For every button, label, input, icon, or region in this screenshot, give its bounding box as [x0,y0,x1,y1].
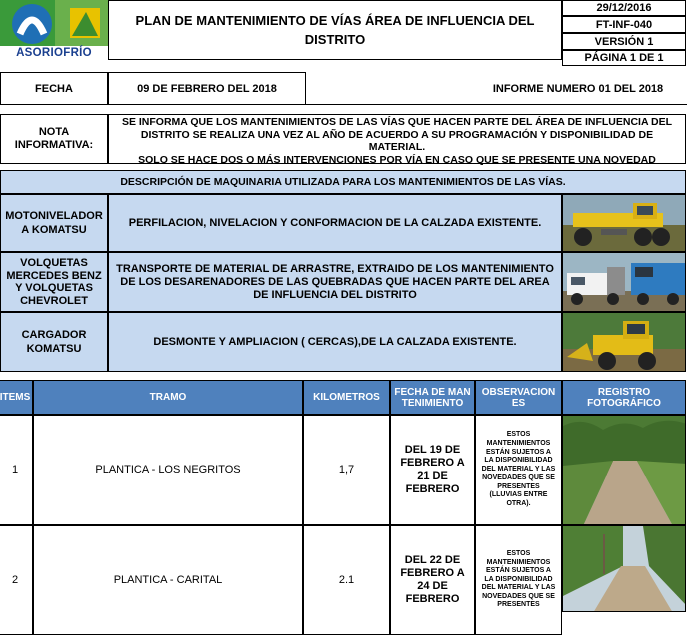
header-fecha [390,380,475,415]
machine-name: MOTONIVELADOR A KOMATSU [0,194,108,252]
row-km: 2.1 [303,525,390,635]
volquetas-photo [562,252,686,312]
machine-name: CARGADOR KOMATSU [0,312,108,372]
header-observaciones-label: OBSERVACIONES [481,386,556,409]
row-observaciones: ESTOS MANTENIMIENTOS ESTÁN SUJETOS A LA DISPONIBILIDAD DEL MATERIAL Y LAS NOVEDADES QUE SE PRESENTES (LLUVIAS ENTRE OTRA). [475,415,562,525]
row-observaciones: ESTOS MANTENIMIENTOS ESTÁN SUJETOS A LA DISPONIBILIDAD DEL MATERIAL Y LAS NOVEDADES QUE SE PRESENTES [475,525,562,635]
header-kilometros: KILOMETROS [303,380,390,415]
row-fecha: DEL 19 DE FEBRERO A 21 DE FEBRERO [390,415,475,525]
header-observaciones [475,380,562,415]
row-km: 1,7 [303,415,390,525]
org-name: ASORIOFRÍO [0,46,108,60]
road-photo [562,415,686,525]
row-tramo: PLANTICA - CARITAL [33,525,303,635]
doc-code: FT-INF-040 [562,16,686,33]
row-item: 1 [0,415,33,525]
nota-text [108,114,686,164]
fecha-label: FECHA [0,72,108,105]
row-item: 2 [0,525,33,635]
nota-line-1: SE INFORMA QUE LOS MANTENIMIENTOS DE LAS VÍAS QUE HACEN PARTE DEL ÁREA DE INFLUENCIA DEL DISTRITO SE REALIZA UNA VEZ AL AÑO DE ACUERDO A SU PROGRAMACIÓN Y DISPONIBILIDAD DE MATERIAL. [121,116,673,153]
header-registro: REGISTRO FOTOGRÁFICO [562,380,686,415]
machinery-section-title: DESCRIPCIÓN DE MAQUINARIA UTILIZADA PARA LOS MANTENIMIENTOS DE LAS VÍAS. [0,170,686,194]
fecha-value: 09 DE FEBRERO DEL 2018 [108,72,306,105]
machine-description: PERFILACION, NIVELACION Y CONFORMACION DE LA CALZADA EXISTENTE. [108,194,562,252]
header-items: ITEMS [0,380,33,415]
doc-page: PÁGINA 1 DE 1 [562,50,686,66]
nota-line-2: SOLO SE HACE DOS O MÁS INTERVENCIONES POR VÍA EN CASO QUE SE PRESENTE UNA NOVEDAD [138,153,656,166]
cargador-photo [562,312,686,372]
machine-description: TRANSPORTE DE MATERIAL DE ARRASTRE, EXTRAIDO DE LOS MANTENIMIENTO DE LOS DESARENADORES DE LAS QUEBRADAS QUE HACEN PARTE DEL AREA DE INFLUENCIA DEL DISTRITO [108,252,562,312]
document-title: PLAN DE MANTENIMIENTO DE VÍAS ÁREA DE INFLUENCIA DEL DISTRITO [108,0,562,60]
informe-number: INFORME NUMERO 01 DEL 2018 [492,82,664,95]
machine-name: VOLQUETAS MERCEDES BENZ Y VOLQUETAS CHEVROLET [0,252,108,312]
machine-description: DESMONTE Y AMPLIACION ( CERCAS),DE LA CALZADA EXISTENTE. [108,312,562,372]
road-photo [562,525,686,612]
header-fecha-label: FECHA DE MANTENIMIENTO [394,386,471,409]
doc-version: VERSIÓN 1 [562,33,686,50]
doc-date: 29/12/2016 [562,0,686,16]
nota-label: NOTA INFORMATIVA: [0,114,108,164]
row-fecha: DEL 22 DE FEBRERO A 24 DE FEBRERO [390,525,475,635]
header-tramo: TRAMO [33,380,303,415]
motoniveladora-photo [562,194,686,252]
row-tramo: PLANTICA - LOS NEGRITOS [33,415,303,525]
org-logo [0,0,108,60]
